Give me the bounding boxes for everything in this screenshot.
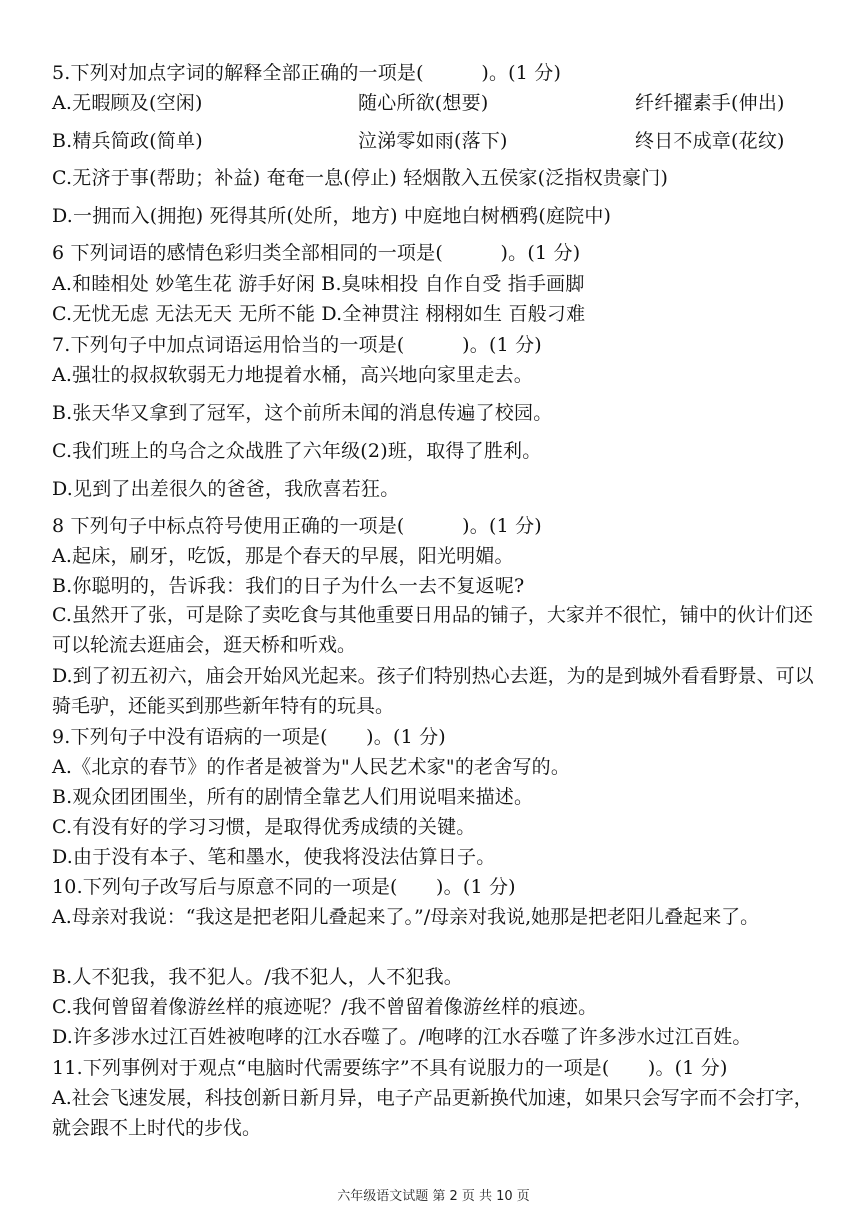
- q5-option-d: D.一拥而入(拥抱) 死得其所(处所，地方) 中庭地白树栖鸦(庭院中): [52, 205, 612, 227]
- page-footer: 六年级语文试题 第 2 页 共 10 页: [337, 1189, 530, 1204]
- q10-option-b: B.人不犯我，我不犯人。/我不犯人，人不犯我。: [52, 966, 464, 988]
- q10-option-a: A.母亲对我说：“我这是把老阳儿叠起来了。”/母亲对我说,她那是把老阳儿叠起来了。: [52, 906, 760, 928]
- q7-option-d: D.见到了出差很久的爸爸，我欣喜若狂。: [52, 478, 400, 500]
- q9-option-d: D.由于没有本子、笔和墨水，使我将没法估算日子。: [52, 846, 496, 868]
- q9-option-c: C.有没有好的学习习惯，是取得优秀成绩的关键。: [52, 816, 476, 838]
- q5-b3: 终日不成章(花纹): [635, 130, 785, 152]
- q10-option-c: C.我何曾留着像游丝样的痕迹呢？/我不曾留着像游丝样的痕迹。: [52, 996, 598, 1018]
- q8-option-c: C.虽然开了张，可是除了卖吃食与其他重要日用品的铺子，大家并不很忙，铺中的伙计们还可以轮流去逛庙会，逛天桥和听戏。: [52, 604, 813, 656]
- q5-stem: 5.下列对加点字词的解释全部正确的一项是( )。(1 分): [52, 62, 562, 84]
- q6-options-ab: A.和睦相处 妙笔生花 游手好闲 B.臭味相投 自作自受 指手画脚: [52, 273, 585, 295]
- q8-option-b: B.你聪明的，告诉我：我们的日子为什么一去不复返呢?: [52, 575, 525, 597]
- q5-a1: A.无暇顾及(空闲): [52, 92, 203, 114]
- q5-b2: 泣涕零如雨(落下): [358, 130, 508, 152]
- q6-stem: 6 下列词语的感情色彩归类全部相同的一项是( )。(1 分): [52, 242, 581, 264]
- q7-stem: 7.下列句子中加点词语运用恰当的一项是( )。(1 分): [52, 334, 542, 356]
- q7-option-c: C.我们班上的乌合之众战胜了六年级(2)班，取得了胜利。: [52, 440, 542, 462]
- q5-b1: B.精兵简政(简单): [52, 130, 203, 152]
- q5-option-c: C.无济于事(帮助；补益) 奄奄一息(停止) 轻烟散入五侯家(泛指权贵豪门): [52, 167, 669, 189]
- q7-option-a: A.强壮的叔叔软弱无力地提着水桶，高兴地向家里走去。: [52, 364, 533, 386]
- q9-option-a: A.《北京的春节》的作者是被誉为"人民艺术家"的老舍写的。: [52, 756, 571, 778]
- q11-stem: 11.下列事例对于观点“电脑时代需要练字”不具有说服力的一项是( )。(1 分): [52, 1057, 728, 1079]
- q11-option-a: A.社会飞速发展，科技创新日新月异，电子产品更新换代加速，如果只会写字而不会打字，就会跟不上时代的步伐。: [52, 1087, 813, 1139]
- q9-stem: 9.下列句子中没有语病的一项是( )。(1 分): [52, 726, 446, 748]
- q10-option-d: D.许多涉水过江百姓被咆哮的江水吞噬了。/咆哮的江水吞噬了许多涉水过江百姓。: [52, 1026, 752, 1048]
- q8-option-a: A.起床，刷牙，吃饭，那是个春天的早展，阳光明媚。: [52, 545, 514, 567]
- q5-a2: 随心所欲(想要): [358, 92, 489, 114]
- q8-option-d: D.到了初五初六，庙会开始风光起来。孩子们特别热心去逛，为的是到城外看看野景、可以骑毛驴，还能买到那些新年特有的玩具。: [52, 665, 814, 717]
- q6-options-cd: C.无忧无虑 无法无天 无所不能 D.全神贯注 栩栩如生 百般刁难: [52, 303, 586, 325]
- q5-a3: 纤纤擢素手(伸出): [635, 92, 785, 114]
- q9-option-b: B.观众团团围坐，所有的剧情全靠艺人们用说唱来描述。: [52, 786, 534, 808]
- q10-stem: 10.下列句子改写后与原意不同的一项是( )。(1 分): [52, 876, 516, 898]
- q8-stem: 8 下列句子中标点符号使用正确的一项是( )。(1 分): [52, 515, 542, 537]
- q7-option-b: B.张天华又拿到了冠军，这个前所未闻的消息传遍了校园。: [52, 402, 553, 424]
